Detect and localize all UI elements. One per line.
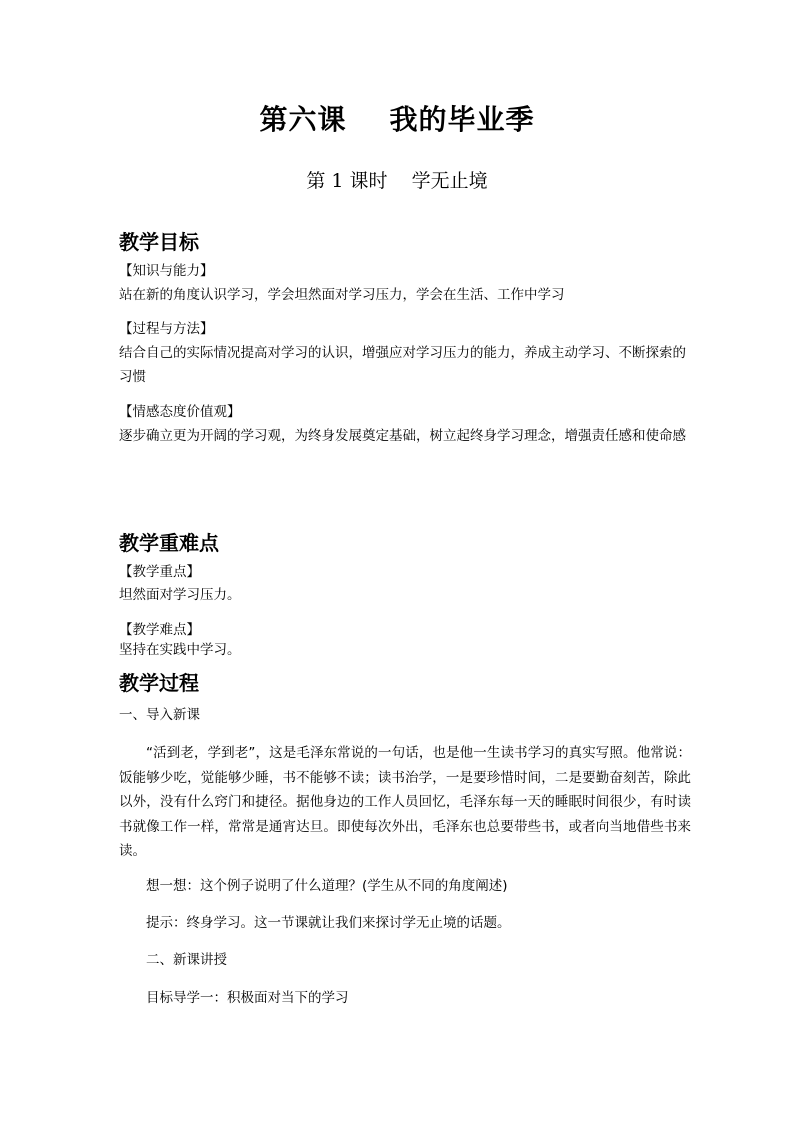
goal-one: 目标导学一：积极面对当下的学习: [146, 990, 349, 1006]
hint-text: 提示：终身学习。这一节课就让我们来探讨学无止境的话题。: [146, 915, 511, 931]
process-text: 结合自己的实际情况提高对学习的认识，增强应对学习压力的能力，养成主动学习、不断探索的习惯: [119, 345, 686, 385]
difficulty-text: 坚持在实践中学习。: [119, 642, 241, 658]
difficulty-label: 【教学难点】: [119, 622, 200, 638]
lesson-subtitle: 第 1 课时 学无止境: [306, 170, 488, 192]
emotion-label: 【情感态度价值观】: [119, 404, 241, 420]
process-label: 【过程与方法】: [119, 321, 214, 337]
key-points-heading: 教学重难点: [119, 531, 219, 555]
focus-text: 坦然面对学习压力。: [119, 587, 241, 603]
objectives-heading: 教学目标: [119, 230, 199, 254]
section-new-lesson: 二、新课讲授: [146, 952, 227, 968]
knowledge-text: 站在新的角度认识学习，学会坦然面对学习压力，学会在生活、工作中学习: [119, 287, 565, 303]
section-intro: 一、导入新课: [119, 707, 200, 723]
lesson-title: 第六课 我的毕业季: [259, 103, 535, 136]
knowledge-label: 【知识与能力】: [119, 263, 214, 279]
emotion-text: 逐步确立更为开阔的学习观，为终身发展奠定基础，树立起终身学习理念，增强责任感和使命感: [119, 428, 686, 444]
intro-paragraph: “活到老，学到老”，这是毛泽东常说的一句话，也是他一生读书学习的真实写照。他常说：饭能够少吃，觉能够少睡，书不能够不读；读书治学，一是要珍惜时间，二是要勤奋刻苦，除此以外，没有什么窍门和捷径。据他身边的工作人员回忆，毛泽东每一天的睡眠时间很少，有时读书就像工作一样，常常是通宵达旦。即使每次外出，毛泽东也总要带些书，或者向当地借些书来读。: [119, 745, 691, 859]
think-question: 想一想：这个例子说明了什么道理？(学生从不同的角度阐述): [146, 878, 508, 894]
focus-label: 【教学重点】: [119, 564, 200, 580]
process-heading: 教学过程: [119, 671, 199, 695]
